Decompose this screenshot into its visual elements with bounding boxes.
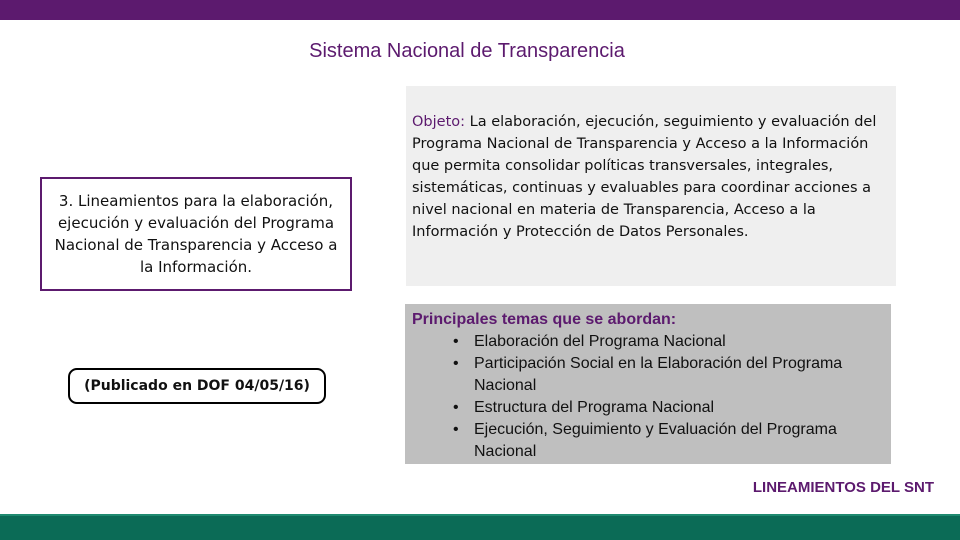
footer-tag: LINEAMIENTOS DEL SNT — [752, 479, 934, 496]
lineamiento-box — [40, 177, 352, 291]
bottom-banner — [0, 514, 960, 540]
top-banner — [0, 0, 960, 20]
bullet-icon: • — [453, 399, 459, 416]
temas-item-text: Estructura del Programa Nacional — [474, 399, 715, 416]
temas-item-text: Participación Social en la Elaboración del Programa Nacional — [474, 355, 843, 394]
temas-box — [405, 304, 891, 464]
list-item — [453, 397, 885, 419]
temas-heading: Principales temas que se abordan: — [412, 311, 677, 328]
objeto-box — [406, 86, 896, 286]
publicado-text: (Publicado en DOF 04/05/16) — [84, 378, 310, 394]
temas-item-text: Ejecución, Seguimiento y Evaluación del Programa Nacional — [474, 421, 837, 460]
temas-item-text: Elaboración del Programa Nacional — [474, 333, 726, 350]
publicado-box — [68, 368, 326, 404]
list-item — [453, 419, 885, 463]
bullet-icon: • — [453, 421, 459, 438]
objeto-label: Objeto: — [412, 114, 466, 130]
temas-list — [412, 331, 885, 463]
list-item — [453, 331, 885, 353]
page-title: Sistema Nacional de Transparencia — [309, 40, 625, 62]
list-item — [453, 353, 885, 397]
bullet-icon: • — [453, 355, 459, 372]
bullet-icon: • — [453, 333, 459, 350]
lineamiento-text: 3. Lineamientos para la elaboración, ejecución y evaluación del Programa Nacional de Transparencia y Acceso a la Información. — [54, 192, 338, 276]
objeto-text: La elaboración, ejecución, seguimiento y evaluación del Programa Nacional de Transparencia y Acceso a la Información que permita consolidar políticas transversales, integrales, sistemáticas, continuas y evaluables para coordinar acciones a nivel nacional en materia de Transparencia, Acceso a la Información y Protección de Datos Personales. — [412, 114, 877, 240]
